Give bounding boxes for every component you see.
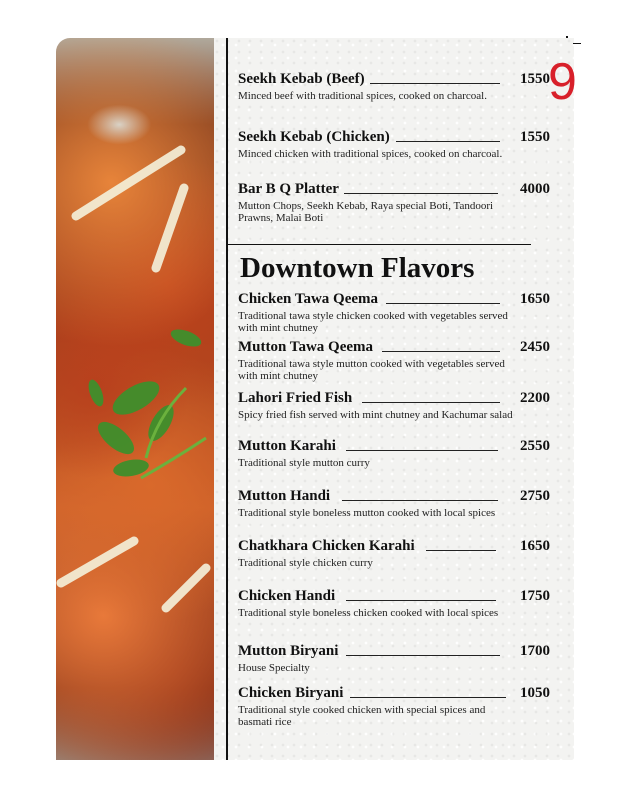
item-description: Spicy fried fish served with mint chutney and Kachumar salad — [238, 409, 513, 421]
item-price: 2200 — [520, 390, 550, 406]
leader-line — [370, 83, 500, 84]
leader-line — [386, 303, 500, 304]
leader-line — [362, 402, 500, 403]
item-name: Bar B Q Platter — [238, 181, 339, 197]
item-price: 1650 — [520, 538, 550, 554]
food-garnish-illustration — [56, 38, 214, 760]
leader-line — [346, 450, 498, 451]
item-name: Mutton Karahi — [238, 438, 336, 454]
item-description: Traditional tawa style mutton cooked with vegetables served with mint chutney — [238, 358, 505, 382]
leader-line — [350, 697, 506, 698]
item-name: Lahori Fried Fish — [238, 390, 353, 406]
item-price: 1750 — [520, 588, 550, 604]
menu-item — [238, 436, 550, 469]
section-title: Downtown Flavors — [240, 252, 475, 284]
section-divider — [226, 244, 531, 245]
item-price: 2750 — [520, 488, 550, 504]
item-description: Traditional style boneless chicken cooked with local spices — [238, 607, 499, 619]
menu-item — [238, 586, 550, 619]
menu-item — [238, 486, 550, 519]
leader-line — [346, 600, 496, 601]
leader-line — [346, 655, 500, 656]
item-name: Chicken Tawa Qeema — [238, 291, 379, 307]
menu-item — [238, 127, 550, 160]
item-name: Chatkhara Chicken Karahi — [238, 538, 415, 554]
menu-item — [238, 69, 550, 102]
item-name: Seekh Kebab (Beef) — [238, 71, 365, 87]
leader-line — [396, 141, 500, 142]
item-name: Mutton Biryani — [238, 643, 339, 659]
vertical-rule — [226, 38, 228, 760]
menu-item — [238, 683, 550, 728]
leader-line — [382, 351, 500, 352]
item-price: 2550 — [520, 438, 550, 454]
item-name: Mutton Tawa Qeema — [238, 339, 373, 355]
food-photo — [56, 38, 214, 760]
item-price: 1700 — [520, 643, 550, 659]
item-price: 1550 — [520, 71, 550, 87]
item-description: Traditional style chicken curry — [238, 557, 373, 569]
item-description: Minced chicken with traditional spices, cooked on charcoal. — [238, 148, 503, 160]
corner-dash — [573, 43, 581, 44]
page-number: 9 — [548, 53, 577, 111]
corner-mark — [566, 36, 568, 38]
item-description: Mutton Chops, Seekh Kebab, Raya special Boti, Tandoori Prawns, Malai Boti — [238, 200, 494, 224]
item-name: Mutton Handi — [238, 488, 331, 504]
item-description: House Specialty — [238, 662, 310, 674]
item-price: 1050 — [520, 685, 550, 701]
menu-item — [238, 536, 550, 569]
item-description: Traditional style cooked chicken with special spices and basmati rice — [238, 704, 486, 728]
leader-line — [342, 500, 498, 501]
item-price: 4000 — [520, 181, 550, 197]
item-price: 1550 — [520, 129, 550, 145]
item-description: Traditional style mutton curry — [238, 457, 370, 469]
leader-line — [344, 193, 498, 194]
item-description: Minced beef with traditional spices, cooked on charcoal. — [238, 90, 487, 102]
item-description: Traditional tawa style chicken cooked with vegetables served with mint chutney — [238, 310, 508, 334]
item-name: Chicken Handi — [238, 588, 336, 604]
menu-item — [238, 641, 550, 674]
menu-item — [238, 388, 550, 421]
menu-item — [238, 337, 550, 382]
menu-item — [238, 289, 550, 334]
leader-line — [426, 550, 496, 551]
item-name: Seekh Kebab (Chicken) — [238, 129, 390, 145]
menu-item — [238, 179, 550, 224]
item-name: Chicken Biryani — [238, 685, 344, 701]
item-price: 1650 — [520, 291, 550, 307]
item-price: 2450 — [520, 339, 550, 355]
item-description: Traditional style boneless mutton cooked with local spices — [238, 507, 496, 519]
